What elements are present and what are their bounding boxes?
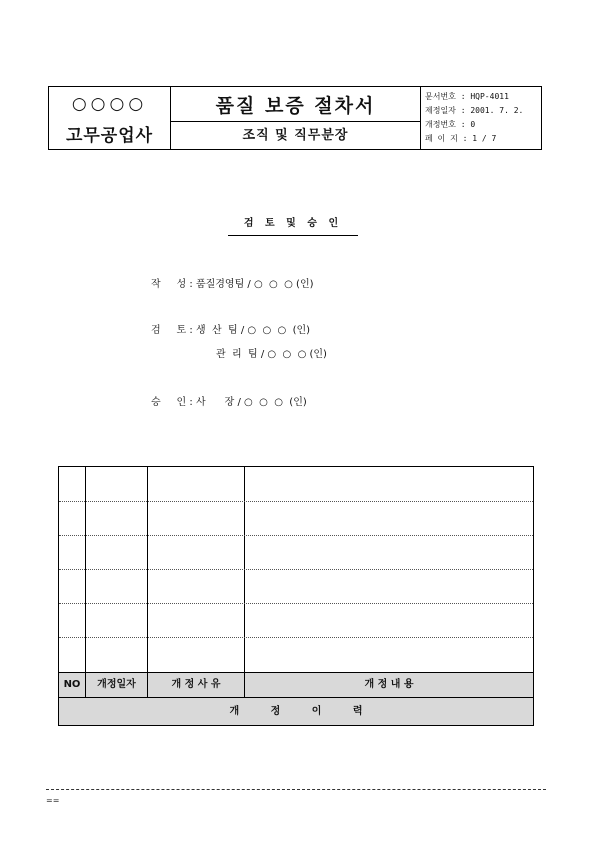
bottom-divider — [46, 789, 546, 790]
company-circles: ○○○○ — [71, 94, 148, 114]
table-row — [59, 569, 533, 570]
review-approval-heading: 검 토 및 승 인 — [228, 214, 358, 236]
table-row — [59, 501, 533, 502]
revision-number: 개정번호 : 0 — [425, 120, 476, 129]
company-cell — [49, 87, 171, 149]
approver-line: 승 인 : 사 장 / ○ ○ ○ (인) — [151, 397, 307, 408]
reviewer-production-line: 검 토 : 생 산 팀 / ○ ○ ○ (인) — [151, 325, 311, 336]
doc-number: 문서번호 : HQP-4011 — [425, 92, 509, 101]
enact-date: 제정일자 : 2001. 7. 2. — [425, 106, 524, 115]
col-header-reason: 개 정 사 유 — [147, 673, 244, 697]
revision-history-footer: 개 정 이 력 — [59, 698, 533, 725]
table-row — [59, 535, 533, 536]
document-header — [48, 86, 542, 150]
title-cell — [171, 87, 421, 149]
reviewer-management-line: 관 리 팀 / ○ ○ ○ (인) — [216, 349, 327, 360]
page-number: 페 이 지 : 1 / 7 — [425, 134, 497, 143]
section-title: 조직 및 직무분장 — [242, 128, 349, 143]
document-meta — [421, 87, 541, 149]
revision-history-table — [58, 466, 534, 726]
bottom-mark: == — [46, 796, 60, 805]
col-header-no: NO — [63, 679, 81, 690]
author-line: 작 성 : 품질경영팀 / ○ ○ ○ (인) — [151, 279, 314, 290]
company-name: 고무공업사 — [65, 126, 154, 146]
table-row — [59, 637, 533, 638]
table-row — [59, 603, 533, 604]
col-header-date: 개정일자 — [85, 673, 147, 697]
col-header-content: 개 정 내 용 — [244, 673, 533, 697]
table-header-row — [59, 672, 533, 698]
document-title: 품질 보증 절차서 — [171, 91, 420, 122]
